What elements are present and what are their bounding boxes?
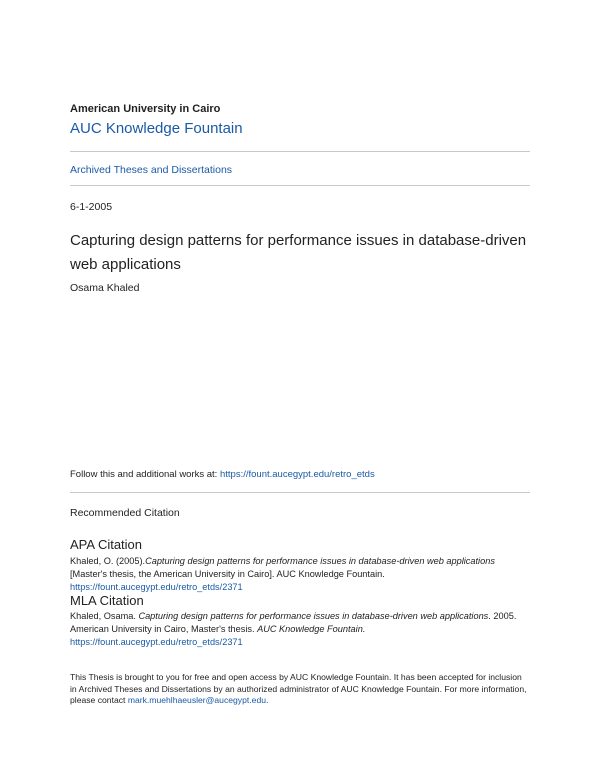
follow-label: Follow this and additional works at: [70, 469, 220, 480]
mla-middle: . 2005. American University in Cairo, Master's thesis. [70, 611, 517, 634]
recommended-citation-heading: Recommended Citation [70, 507, 180, 519]
apa-citation-text [70, 555, 530, 593]
mla-link[interactable]: https://fount.aucegypt.edu/retro_etds/2371 [70, 636, 243, 647]
mla-title: Capturing design patterns for performance issues in database-driven web applications [138, 611, 489, 621]
document-title: Capturing design patterns for performance issues in database-driven web applications [70, 232, 527, 273]
follow-line [70, 469, 375, 480]
apa-prefix: Khaled, O. (2005). [70, 556, 146, 566]
divider [70, 492, 530, 493]
apa-citation-heading: APA Citation [70, 537, 143, 552]
mla-citation-heading: MLA Citation [70, 593, 144, 608]
collection-link[interactable]: Archived Theses and Dissertations [70, 164, 233, 176]
apa-link[interactable]: https://fount.aucegypt.edu/retro_etds/2371 [70, 581, 243, 592]
mla-citation-text [70, 610, 530, 648]
mla-journal: AUC Knowledge Fountain. [257, 623, 366, 634]
publication-date: 6-1-2005 [70, 201, 113, 213]
apa-suffix: [Master's thesis, the American University in Cairo]. AUC Knowledge Fountain. [70, 568, 385, 579]
follow-link[interactable]: https://fount.aucegypt.edu/retro_etds [219, 469, 375, 480]
repository-link[interactable]: AUC Knowledge Fountain [70, 120, 243, 137]
notice-end: . [266, 695, 269, 706]
author-name: Osama Khaled [70, 282, 140, 294]
mla-prefix: Khaled, Osama. [70, 611, 139, 621]
access-notice [70, 672, 530, 707]
divider [70, 151, 530, 152]
contact-email-link[interactable]: mark.muehlhaeusler@aucegypt.edu [127, 695, 266, 706]
divider [70, 185, 530, 186]
notice-text: This Thesis is brought to you for free and open access by AUC Knowledge Fountain. It has been accepted for inclusion in Archived Theses and Dissertations by an authorized administrator of AUC Knowledge Fountain. For more information, please contact [70, 672, 527, 706]
institution-name: American University in Cairo [70, 103, 221, 115]
apa-title: Capturing design patterns for performance issues in database-driven web applications [145, 556, 495, 566]
